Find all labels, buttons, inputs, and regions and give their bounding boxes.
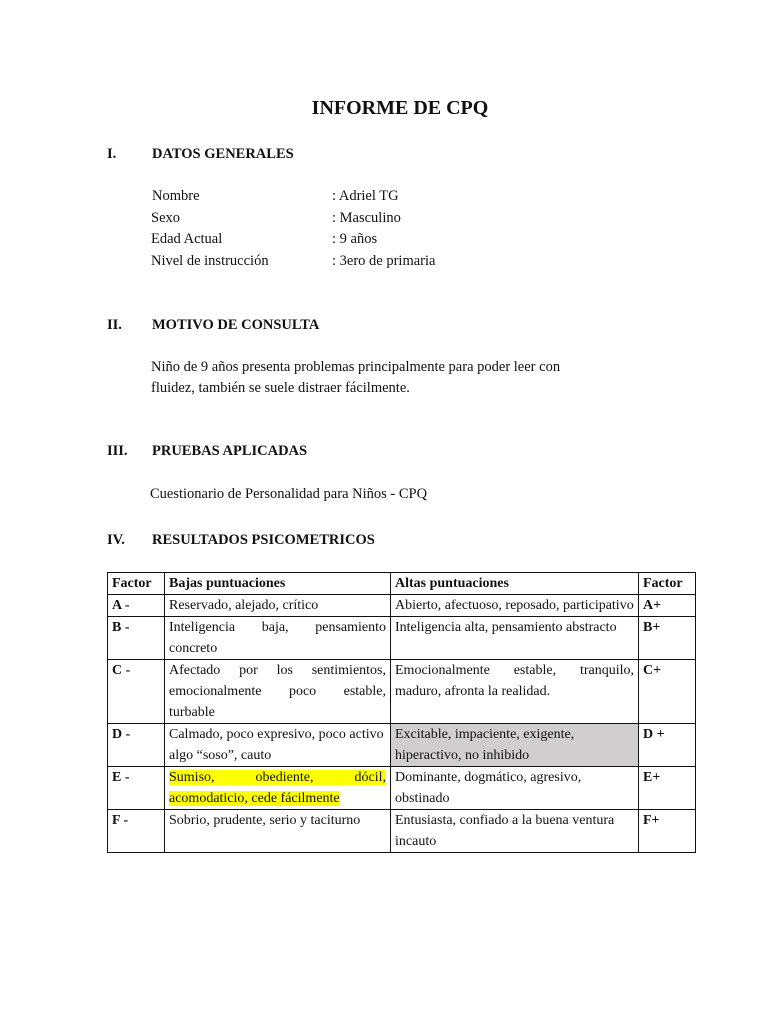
table-row <box>108 617 696 660</box>
low-desc-cell: Inteligencia baja, pensamiento concreto <box>165 617 391 660</box>
low-desc-cell: Afectado por los sentimientos, emocionalmente poco estable, turbable <box>165 660 391 724</box>
header-bajas: Bajas puntuaciones <box>165 573 391 595</box>
field-label-sexo: Sexo <box>151 210 180 226</box>
field-label-nombre: Nombre <box>152 188 200 204</box>
low-factor-cell: A - <box>108 595 165 617</box>
section-2-number: II. <box>107 317 122 333</box>
high-desc-cell: Abierto, afectuoso, reposado, participativo <box>391 595 639 617</box>
section-4-title: RESULTADOS PSICOMETRICOS <box>152 532 375 548</box>
yellow-highlight: Sumiso, obediente, dócil, acomodaticio, cede fácilmente <box>169 770 386 806</box>
header-factor-high: Factor <box>639 573 696 595</box>
high-desc-cell: Dominante, dogmático, agresivo, obstinado <box>391 767 639 810</box>
table-row <box>108 724 696 767</box>
pruebas-text: Cuestionario de Personalidad para Niños - CPQ <box>150 486 428 502</box>
high-factor-cell: C+ <box>639 660 696 724</box>
motivo-paragraph: Niño de 9 años presenta problemas principalmente para poder leer con fluidez, también se suele distraer fácilmente. <box>151 359 561 396</box>
high-desc-cell-highlighted: Excitable, impaciente, exigente, hiperactivo, no inhibido <box>391 724 639 767</box>
low-factor-cell: F - <box>108 810 165 853</box>
section-2-title: MOTIVO DE CONSULTA <box>152 317 320 333</box>
low-desc-cell-highlighted <box>165 767 391 810</box>
field-value-sexo: : Masculino <box>332 210 401 226</box>
header-factor-low: Factor <box>108 573 165 595</box>
page-title: INFORME DE CPQ <box>311 97 489 119</box>
table-row <box>108 810 696 853</box>
table-row <box>108 767 696 810</box>
field-label-edad: Edad Actual <box>151 231 223 247</box>
high-factor-cell: F+ <box>639 810 696 853</box>
results-table <box>107 572 696 853</box>
field-value-nombre: : Adriel TG <box>332 188 399 204</box>
section-3-number: III. <box>107 443 128 459</box>
section-1-number: I. <box>107 146 117 162</box>
low-desc-cell: Reservado, alejado, crítico <box>165 595 391 617</box>
high-factor-cell: E+ <box>639 767 696 810</box>
field-label-nivel: Nivel de instrucción <box>151 253 269 269</box>
high-desc-cell: Inteligencia alta, pensamiento abstracto <box>391 617 639 660</box>
low-factor-cell: B - <box>108 617 165 660</box>
field-value-nivel: : 3ero de primaria <box>332 253 436 269</box>
low-desc-cell: Sobrio, prudente, serio y taciturno <box>165 810 391 853</box>
section-4-number: IV. <box>107 532 125 548</box>
table-row <box>108 595 696 617</box>
low-factor-cell: E - <box>108 767 165 810</box>
high-factor-cell: B+ <box>639 617 696 660</box>
field-value-edad: : 9 años <box>332 231 378 247</box>
low-factor-cell: D - <box>108 724 165 767</box>
high-desc-cell: Emocionalmente estable, tranquilo, maduro, afronta la realidad. <box>391 660 639 724</box>
high-factor-cell: A+ <box>639 595 696 617</box>
section-1-title: DATOS GENERALES <box>152 146 294 162</box>
table-row <box>108 660 696 724</box>
high-desc-cell: Entusiasta, confiado a la buena ventura incauto <box>391 810 639 853</box>
section-3-title: PRUEBAS APLICADAS <box>152 443 308 459</box>
header-altas: Altas puntuaciones <box>391 573 639 595</box>
low-desc-cell: Calmado, poco expresivo, poco activo algo “soso”, cauto <box>165 724 391 767</box>
low-factor-cell: C - <box>108 660 165 724</box>
high-factor-cell: D + <box>639 724 696 767</box>
table-header-row <box>108 573 696 595</box>
